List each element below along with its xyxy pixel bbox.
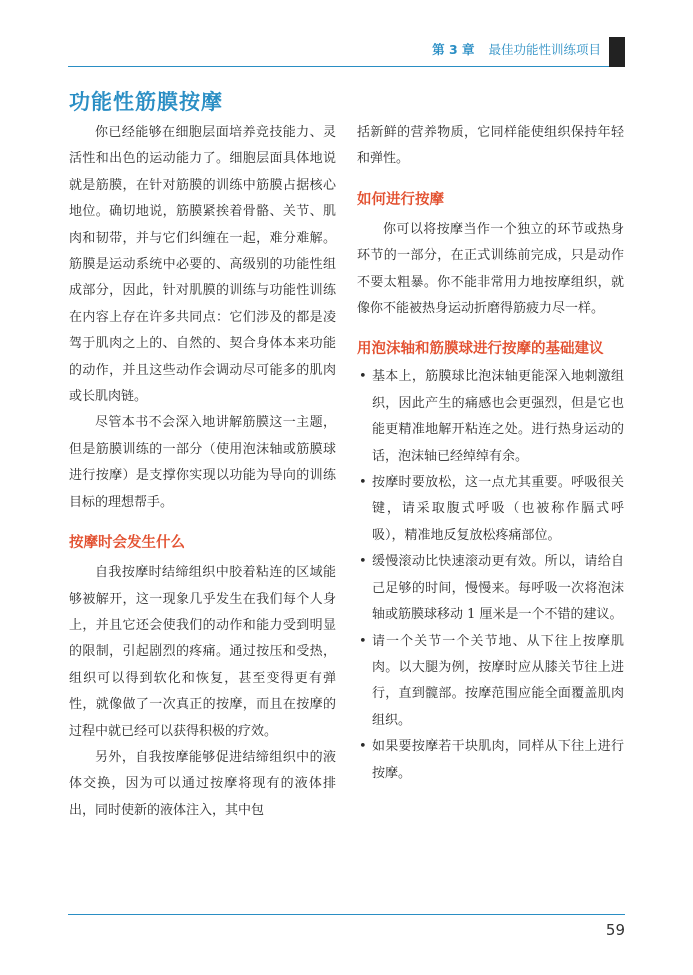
running-header: [432, 40, 601, 58]
bullet-icon: •: [359, 739, 367, 755]
page-number: 59: [605, 921, 625, 939]
page-title: 功能性筋膜按摩: [69, 90, 223, 114]
footer-rule: [68, 914, 625, 915]
paragraph: 括新鲜的营养物质，它同样能使组织保持年轻和弹性。: [357, 125, 624, 167]
list-item: [357, 470, 624, 549]
header-rule: [68, 66, 625, 67]
section-heading: 按摩时会发生什么: [69, 535, 185, 552]
list-item-text: 如果要按摩若干块肌肉，同样从下往上进行按摩。: [372, 739, 624, 781]
chapter-tab: [609, 37, 625, 67]
paragraph: 你可以将按摩当作一个独立的环节或热身环节的一部分，在正式训练前完成，只是动作不要太粗暴。你不能非常用力地按摩组织，就像你不能被热身运动折磨得筋疲力尽一样。: [357, 221, 624, 317]
left-column: [69, 120, 336, 824]
tips-list: [357, 364, 624, 787]
bullet-icon: •: [359, 369, 367, 385]
bullet-icon: •: [359, 475, 367, 491]
list-item-text: 按摩时要放松，这一点尤其重要。呼吸很关键，请采取腹式呼吸（也被称作膈式呼吸），精准地反复放松疼痛部位。: [372, 475, 624, 543]
bullet-icon: •: [359, 633, 367, 649]
paragraph: 自我按摩时结缔组织中胶着粘连的区域能够被解开，这一现象几乎发生在我们每个人身上，并且它还会使我们的动作和能力受到明显的限制，引起剧烈的疼痛。通过按压和受热，组织可以得到软化和恢复，甚至变得更有弹性，就像做了一次真正的按摩，而且在按摩的过程中就已经可以获得积极的疗效。: [69, 565, 336, 739]
list-item: [357, 364, 624, 470]
bullet-icon: •: [359, 554, 367, 570]
list-item-text: 请一个关节一个关节地、从下往上按摩肌肉。以大腿为例，按摩时应从膝关节往上进行，直到髋部。按摩范围应能全面覆盖肌肉组织。: [372, 633, 624, 728]
chapter-number: 第 3 章: [432, 42, 475, 57]
list-item-text: 基本上，筋膜球比泡沫轴更能深入地刺激组织，因此产生的痛感也会更强烈，但是它也能更精准地解开粘连之处。进行热身运动的话，泡沫轴已经绰绰有余。: [372, 369, 624, 464]
paragraph: 另外，自我按摩能够促进结缔组织中的液体交换，因为可以通过按摩将现有的液体排出，同时使新的液体注入，其中包: [69, 749, 336, 818]
right-column: [357, 120, 624, 787]
list-item: [357, 549, 624, 628]
list-item: [357, 734, 624, 787]
list-item-text: 缓慢滚动比快速滚动更有效。所以，请给自己足够的时间，慢慢来。每呼吸一次将泡沫轴或筋膜球移动 1 厘米是一个不错的建议。: [372, 554, 624, 623]
list-item: [357, 629, 624, 735]
section-heading: 用泡沫轴和筋膜球进行按摩的基础建议: [357, 341, 604, 358]
section-heading: 如何进行按摩: [357, 191, 444, 208]
paragraph: 尽管本书不会深入地讲解筋膜这一主题，但是筋膜训练的一部分（使用泡沫轴或筋膜球进行按摩）是支撑你实现以功能为导向的训练目标的理想帮手。: [69, 415, 336, 510]
chapter-title: 最佳功能性训练项目: [488, 42, 601, 57]
paragraph: 你已经能够在细胞层面培养竞技能力、灵活性和出色的运动能力了。细胞层面具体地说就是筋膜，在针对筋膜的训练中筋膜占据核心地位。确切地说，筋膜紧挨着骨骼、关节、肌肉和韧带，并与它们纠缠在一起，难分难解。筋膜是运动系统中必要的、高级别的功能性组成部分，因此，针对肌膜的训练与功能性训练在内容上存在许多共同点：它们涉及的都是凌驾于肌肉之上的、自然的、契合身体本来功能的动作，并且这些动作会调动尽可能多的肌肉或长肌肉链。: [69, 125, 336, 405]
